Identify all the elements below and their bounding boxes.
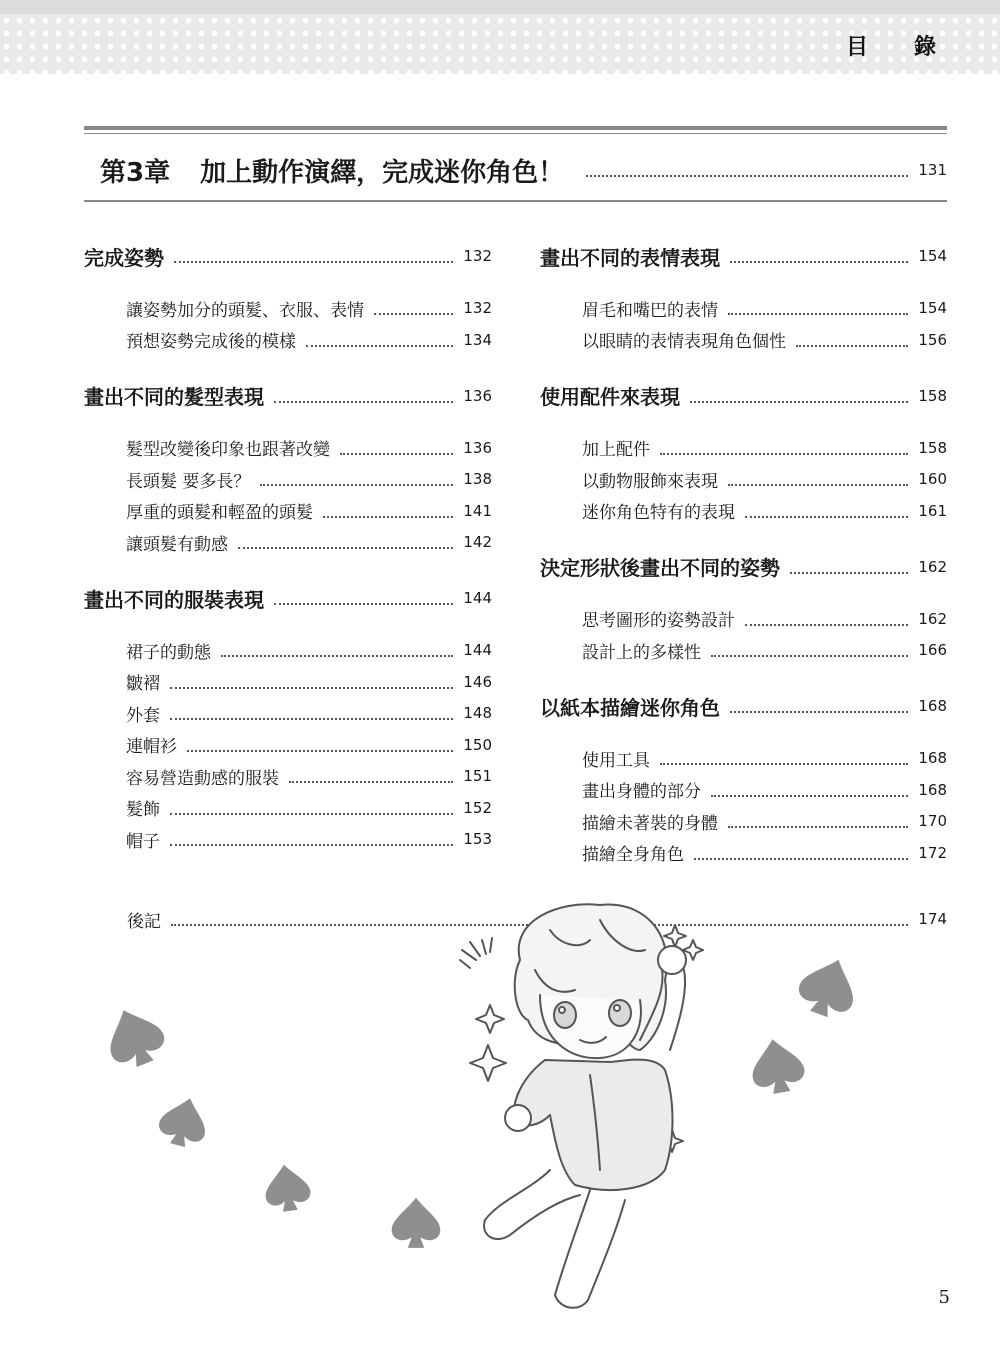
- dot-leader: [260, 484, 453, 486]
- toc-entry[interactable]: [126, 825, 492, 853]
- subsection-title: 外套: [126, 705, 160, 726]
- toc-entry[interactable]: [582, 807, 947, 835]
- entry-page: 142: [463, 533, 492, 551]
- page-number: 5: [938, 1287, 950, 1308]
- toc-entry[interactable]: [582, 776, 947, 804]
- dot-leader: [221, 655, 453, 657]
- entry-page: 152: [463, 798, 492, 817]
- toc-entry[interactable]: [582, 744, 947, 772]
- toc-entry[interactable]: [582, 839, 947, 867]
- dot-leader: [728, 826, 908, 828]
- toc-entry[interactable]: [540, 553, 947, 581]
- subsection-title: 讓頭髮有動感: [126, 534, 228, 555]
- chapter-bottom-rule: [84, 200, 947, 202]
- entry-page: 162: [918, 557, 947, 576]
- subsection-title: 髮型改變後印象也跟著改變: [126, 440, 330, 460]
- dot-leader: [690, 401, 908, 403]
- toc-entry[interactable]: [582, 294, 947, 322]
- subsection-title: 描繪未著裝的身體: [582, 813, 718, 834]
- toc-entry[interactable]: [126, 668, 492, 696]
- dot-leader: [170, 844, 453, 846]
- dot-leader: [586, 175, 908, 177]
- chapter-entry[interactable]: [100, 150, 947, 190]
- entry-page: 141: [463, 501, 492, 520]
- section-title: 畫出不同的服裝表現: [84, 587, 264, 612]
- subsection-title: 讓姿勢加分的頭髮、衣服、表情: [126, 300, 364, 321]
- section-title: 決定形狀後畫出不同的姿勢: [540, 556, 780, 580]
- dot-leader: [711, 655, 908, 657]
- subsection-title: 以眼睛的表情表現角色個性: [582, 332, 786, 352]
- dot-leader: [289, 781, 453, 783]
- entry-page: 172: [918, 843, 947, 862]
- subsection-title: 畫出身體的部分: [582, 782, 701, 802]
- toc-entry[interactable]: [126, 636, 492, 664]
- entry-page: 174: [918, 910, 947, 928]
- dot-leader: [796, 345, 908, 347]
- subsection-title: 帽子: [126, 831, 160, 852]
- chapter-title: 加上動作演繹，完成迷你角色！: [200, 157, 565, 188]
- dot-leader: [238, 547, 453, 549]
- toc-entry[interactable]: [582, 465, 947, 493]
- chapter-top-rule: [84, 126, 947, 130]
- entry-page: 156: [918, 330, 947, 349]
- entry-page: 168: [918, 749, 947, 767]
- entry-page: 144: [463, 589, 492, 607]
- dot-leader: [711, 795, 908, 797]
- subsection-title: 使用工具: [582, 750, 650, 771]
- section-title: 畫出不同的表情表現: [540, 245, 720, 270]
- dot-leader: [728, 313, 908, 315]
- toc-heading: 目 錄: [845, 35, 948, 60]
- dot-leader: [660, 763, 908, 765]
- chibi-character-illustration: [440, 900, 720, 1320]
- spade-icon: [389, 1193, 443, 1251]
- dot-leader: [728, 484, 908, 486]
- subsection-title: 容易營造動感的服裝: [126, 768, 279, 789]
- toc-entry[interactable]: [126, 326, 492, 354]
- toc-entry[interactable]: [582, 497, 947, 525]
- toc-entry[interactable]: [84, 242, 492, 270]
- section-title: 以紙本描繪迷你角色: [540, 695, 720, 720]
- entry-page: 162: [918, 609, 947, 628]
- dot-leader: [274, 401, 453, 403]
- subsection-title: 髮飾: [126, 800, 160, 820]
- dot-leader: [323, 516, 453, 518]
- dot-leader: [187, 750, 453, 752]
- subsection-title: 加上配件: [582, 440, 650, 460]
- toc-entry[interactable]: [540, 692, 947, 720]
- toc-entry[interactable]: [126, 497, 492, 525]
- toc-entry[interactable]: [582, 636, 947, 664]
- dot-leader: [790, 572, 908, 574]
- entry-page: 170: [918, 812, 947, 830]
- dot-leader: [694, 858, 908, 860]
- entry-page: 136: [463, 438, 492, 457]
- dot-leader: [730, 261, 908, 263]
- chapter-top-rule-thin: [84, 133, 947, 134]
- subsection-title: 設計上的多樣性: [582, 642, 701, 663]
- entry-page: 136: [463, 386, 492, 405]
- dot-leader: [174, 261, 453, 263]
- subsection-title: 眉毛和嘴巴的表情: [582, 300, 718, 321]
- toc-entry[interactable]: [126, 465, 492, 493]
- entry-page: 158: [918, 438, 947, 457]
- entry-page: 150: [463, 735, 492, 754]
- toc-entry[interactable]: [126, 794, 492, 822]
- spade-icon: [743, 1030, 811, 1099]
- toc-entry[interactable]: [126, 294, 492, 322]
- entry-page: 134: [463, 330, 492, 349]
- toc-entry[interactable]: [540, 382, 947, 410]
- entry-page: 160: [918, 470, 947, 488]
- entry-page: 146: [463, 672, 492, 691]
- toc-entry[interactable]: [582, 326, 947, 354]
- dot-leader: [660, 453, 908, 455]
- section-title: 畫出不同的髮型表現: [84, 385, 264, 409]
- chapter-number: 第3章: [100, 157, 171, 188]
- entry-page: 148: [463, 704, 492, 722]
- toc-entry[interactable]: [126, 434, 492, 462]
- entry-page: 132: [463, 299, 492, 317]
- dot-leader: [170, 718, 453, 720]
- toc-entry[interactable]: [126, 731, 492, 759]
- subsection-title: 皺褶: [126, 674, 160, 694]
- spade-icon: [789, 946, 868, 1025]
- entry-page: 144: [463, 641, 492, 659]
- subsection-title: 連帽衫: [126, 737, 177, 757]
- entry-page: 154: [918, 299, 947, 317]
- entry-page: 168: [918, 780, 947, 799]
- subsection-title: 迷你角色特有的表現: [582, 503, 735, 523]
- entry-page: 138: [463, 470, 492, 488]
- entry-page: 166: [918, 641, 947, 659]
- dot-leader: [274, 603, 453, 605]
- toc-entry[interactable]: [582, 434, 947, 462]
- entry-label: 後記: [127, 911, 161, 932]
- toc-entry[interactable]: [126, 699, 492, 727]
- dot-leader: [306, 345, 453, 347]
- dot-leader: [340, 453, 453, 455]
- entry-page: 132: [463, 247, 492, 265]
- entry-page: 151: [463, 767, 492, 785]
- entry-page: 158: [918, 386, 947, 405]
- subsection-title: 厚重的頭髮和輕盈的頭髮: [126, 503, 313, 523]
- toc-entry[interactable]: [126, 528, 492, 556]
- entry-page: 153: [463, 830, 492, 848]
- dot-leader: [745, 516, 908, 518]
- spade-icon: [94, 996, 175, 1077]
- chapter-page: 131: [918, 161, 947, 179]
- subsection-title: 描繪全身角色: [582, 845, 684, 865]
- subsection-title: 裙子的動態: [126, 642, 211, 663]
- toc-entry[interactable]: [84, 382, 492, 410]
- spade-icon: [152, 1089, 216, 1153]
- entry-page: 168: [918, 697, 947, 715]
- dot-leader: [745, 624, 908, 626]
- spade-icon: [259, 1159, 315, 1215]
- subsection-title: 預想姿勢完成後的模樣: [126, 332, 296, 352]
- toc-entry[interactable]: [84, 584, 492, 612]
- section-title: 使用配件來表現: [540, 385, 680, 409]
- section-title: 完成姿勢: [84, 245, 164, 270]
- dot-leader: [170, 687, 453, 689]
- toc-entry[interactable]: [582, 605, 947, 633]
- dot-leader: [730, 711, 908, 713]
- subsection-title: 長頭髮 要多長？: [126, 471, 251, 492]
- entry-page: 161: [918, 501, 947, 520]
- toc-entry[interactable]: [540, 242, 947, 270]
- entry-page: 154: [918, 247, 947, 265]
- subsection-title: 以動物服飾來表現: [582, 471, 718, 492]
- subsection-title: 思考圖形的姿勢設計: [582, 611, 735, 631]
- toc-entry[interactable]: [126, 762, 492, 790]
- dot-leader: [170, 813, 453, 815]
- dot-leader: [374, 313, 453, 315]
